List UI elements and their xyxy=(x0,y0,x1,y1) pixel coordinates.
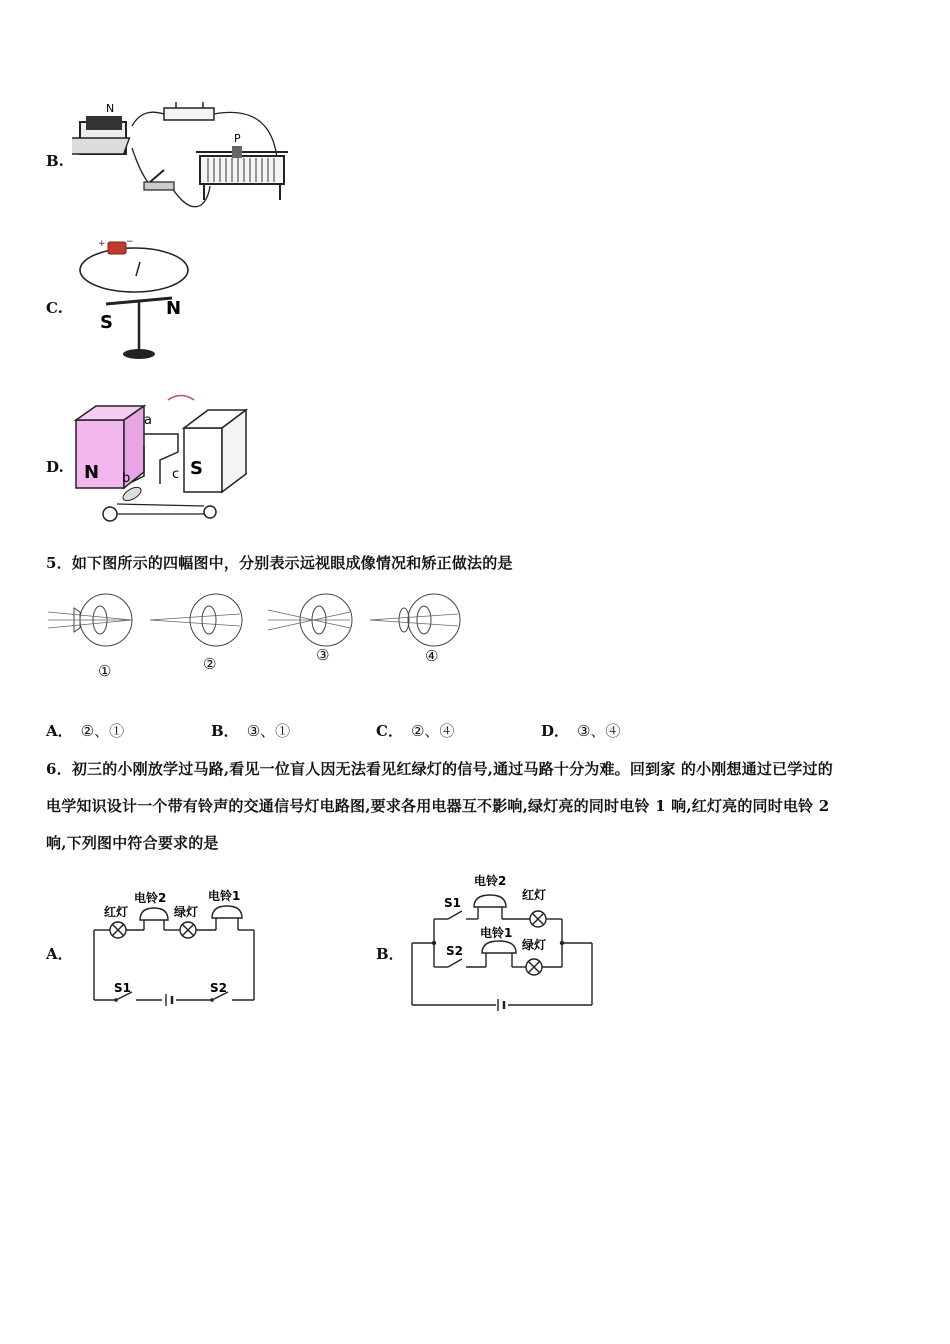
q5-stem: 5．如下图所示的四幅图中，分别表示远视眼成像情况和矫正做法的是 xyxy=(46,554,513,572)
d-pt-c: c xyxy=(172,467,180,482)
option-c-figure xyxy=(72,232,202,364)
b-s1: S1 xyxy=(444,896,461,910)
svg-text:+: + xyxy=(98,239,106,249)
d-pole-s: S xyxy=(190,458,203,479)
q5-choice-d[interactable]: D． ③、④ xyxy=(541,722,621,740)
a-s2: S2 xyxy=(210,981,227,995)
option-d-label: D. xyxy=(46,458,64,476)
q5-fig-label-1: ① xyxy=(98,662,112,680)
svg-text:−: − xyxy=(126,237,134,247)
q5-fig-3 xyxy=(268,594,352,646)
q5-fig-2 xyxy=(150,594,242,646)
option-b-label: B. xyxy=(46,152,64,170)
q5-fig-1 xyxy=(48,594,132,646)
option-d-figure xyxy=(72,390,252,530)
b-slider-p: P xyxy=(234,132,241,145)
b-green-lamp: 绿灯 xyxy=(522,938,547,952)
option-c-label: C. xyxy=(46,299,63,317)
q6-stem: 6．初三的小刚放学过马路,看见一位盲人因无法看见红绿灯的信号,通过马路十分为难。回到家 的小刚想通过已学过的 电学知识设计一个带有铃声的交通信号灯电路图,要求各用电器互不影响,绿灯亮的同时电铃 1 响,红灯亮的同时电铃 2 响,下列图中符合要求的是 xyxy=(46,760,833,852)
b-bell1: 电铃1 xyxy=(480,926,513,940)
a-bell2: 电铃2 xyxy=(134,891,167,905)
q5-fig-label-4: ④ xyxy=(425,647,439,665)
d-pole-n: N xyxy=(84,462,100,483)
q6-circuit-b xyxy=(404,865,600,1015)
q6-option-b-label[interactable]: B． xyxy=(376,945,404,963)
q5-choice-c[interactable]: C． ②、④ xyxy=(376,722,455,740)
b-red-lamp: 红灯 xyxy=(522,888,547,902)
d-pt-b: b xyxy=(122,471,131,486)
c-pole-n: N xyxy=(166,298,182,319)
b-pole-n: N xyxy=(106,102,115,115)
q5-fig-label-2: ② xyxy=(203,655,217,673)
a-green-lamp: 绿灯 xyxy=(174,905,199,919)
q6-circuit-a xyxy=(86,884,266,1009)
a-bell1: 电铃1 xyxy=(208,889,241,903)
q5-fig-4 xyxy=(370,594,460,646)
q5-choice-a[interactable]: A． ②、① xyxy=(46,722,125,740)
b-bell2: 电铃2 xyxy=(474,874,507,888)
option-b-figure xyxy=(72,98,294,213)
q5-fig-label-3: ③ xyxy=(316,646,330,664)
b-s2: S2 xyxy=(446,944,463,958)
d-pt-a: a xyxy=(144,413,152,428)
q6-option-a-label[interactable]: A． xyxy=(46,945,73,963)
q5-choice-b[interactable]: B． ③、① xyxy=(211,722,291,740)
a-s1: S1 xyxy=(114,981,131,995)
a-red-lamp: 红灯 xyxy=(104,905,129,919)
c-pole-s: S xyxy=(100,312,113,333)
